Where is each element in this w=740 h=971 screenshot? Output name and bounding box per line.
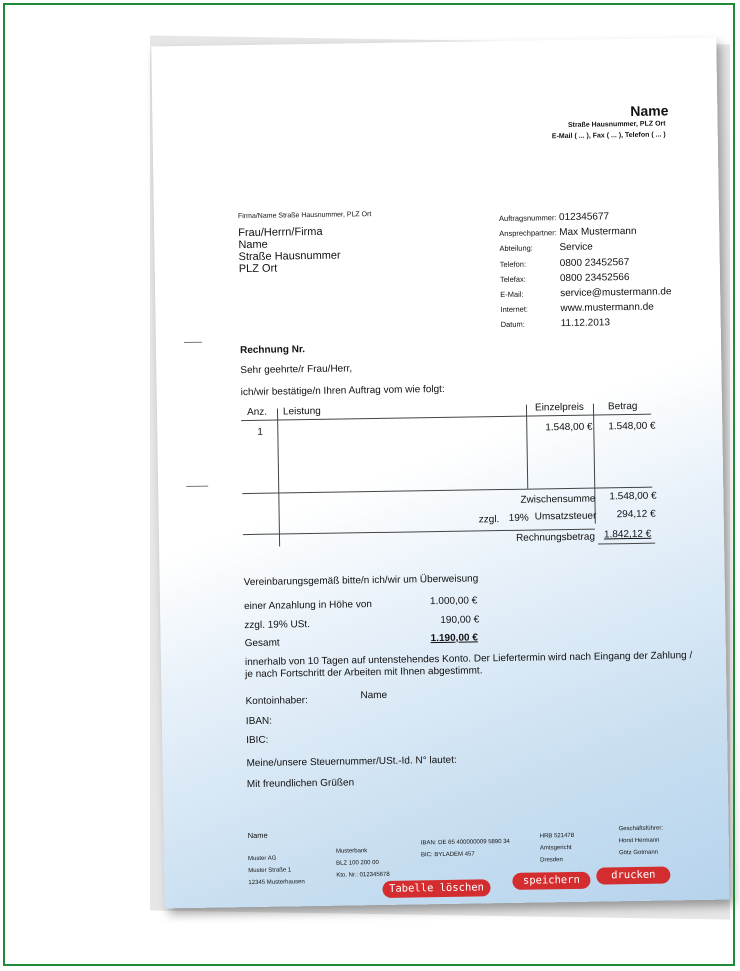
- meta-label: Telefax:: [499, 274, 526, 284]
- print-button[interactable]: drucken: [596, 866, 670, 884]
- footer-line: Muster AG: [247, 855, 277, 863]
- table-cell-amount: 1.548,00 €: [608, 420, 656, 433]
- footer-line: HRB 521478: [539, 832, 575, 840]
- footer-line: IBAN: DE 65 400000009 5890 34: [420, 838, 510, 847]
- recipient-line: Straße Hausnummer: [238, 249, 341, 264]
- footer-line: Geschäftsführer:: [618, 825, 664, 833]
- table-divider: [526, 405, 528, 489]
- meta-value: Service: [559, 242, 593, 254]
- meta-label: Telefon:: [499, 259, 527, 269]
- footer-line: 12345 Musterhausen: [248, 879, 305, 887]
- letterhead-contact: E-Mail ( ... ), Fax ( ... ), Telefon ( ... ): [551, 131, 666, 141]
- meta-label: Auftragsnummer:: [498, 213, 557, 224]
- deposit-value: 1.000,00 €: [429, 595, 478, 608]
- subtotal-label: Zwischensumme: [520, 493, 596, 506]
- save-button[interactable]: speichern: [512, 872, 590, 890]
- meta-label: E-Mail:: [500, 289, 524, 300]
- meta-value: www.mustermann.de: [560, 301, 654, 315]
- meta-label: Ansprechpartner:: [499, 228, 557, 239]
- table-header-amount: Betrag: [607, 400, 638, 413]
- footer-name: Name: [247, 830, 268, 841]
- recipient-address: [238, 226, 341, 276]
- invoice-document: [151, 38, 729, 909]
- invoice-table: [241, 400, 657, 552]
- invoice-subject: Rechnung Nr.: [239, 344, 306, 357]
- footer-line: Amtsgericht: [539, 844, 572, 852]
- account-holder-label: Kontoinhaber:: [245, 695, 308, 708]
- tax-prefix: zzgl.: [478, 514, 500, 526]
- invoice-meta: [499, 208, 672, 332]
- meta-value: service@mustermann.de: [560, 286, 672, 300]
- iban-label: IBAN:: [245, 715, 273, 728]
- salutation: Sehr geehrte/r Frau/Herr,: [240, 363, 353, 377]
- clear-table-button[interactable]: Tabelle löschen: [382, 879, 490, 898]
- total-double-rule: [598, 543, 655, 545]
- total-label: Rechnungsbetrag: [515, 531, 596, 544]
- table-header-qty: Anz.: [246, 406, 268, 419]
- table-header-service: Leistung: [282, 405, 321, 418]
- footer-line: BLZ 100 200 00: [336, 860, 379, 867]
- subtotal-value: 1.548,00 €: [609, 490, 657, 503]
- table-cell-unit-price: 1.548,00 €: [545, 421, 593, 434]
- deposit-total-value: 1.190,00 €: [430, 632, 478, 645]
- tax-rate: 19%: [508, 512, 529, 524]
- footer-line: BIC: BYLADEM 457: [420, 851, 475, 859]
- fold-mark: [184, 342, 202, 343]
- meta-label: Datum:: [500, 320, 525, 330]
- table-cell-qty: 1: [257, 426, 263, 438]
- meta-value: 11.12.2013: [560, 317, 611, 330]
- footer-line: Horst Hermann: [618, 837, 660, 845]
- meta-label: Internet:: [500, 304, 529, 315]
- tax-value: 294,12 €: [616, 508, 656, 521]
- tax-label: Umsatzsteuer: [534, 510, 597, 523]
- closing-text: Mit freundlichen Grüßen: [246, 777, 355, 791]
- deposit-tax-label: zzgl. 19% USt.: [244, 619, 311, 632]
- tax-id-text: Meine/unsere Steuernummer/USt.-Id. N° lautet:: [246, 754, 457, 770]
- footer-register: [540, 830, 575, 867]
- table-divider: [593, 404, 596, 524]
- table-divider: [277, 409, 280, 547]
- footer-line: Götz Gotmann: [618, 849, 659, 857]
- intro-text: ich/wir bestätige/n Ihren Auftrag vom wie folgt:: [240, 383, 445, 399]
- meta-label: Abteilung:: [499, 243, 533, 254]
- fold-mark: [186, 486, 208, 487]
- footer-company: [248, 852, 305, 889]
- footer-line: Muster Straße 1: [248, 867, 292, 875]
- payment-note-line: je nach Fortschritt der Arbeiten mit Ihnen abgestimmt.: [245, 665, 483, 681]
- meta-value: 0800 23452567: [559, 256, 630, 269]
- footer-bank: [336, 845, 390, 882]
- table-header-unit-price: Einzelpreis: [534, 401, 584, 414]
- payment-note-line: innerhalb von 10 Tagen auf untenstehendes Konto. Der Liefertermin wird nach Eingang der Zahlung /: [244, 650, 693, 669]
- footer-iban: [421, 836, 510, 861]
- meta-value: Max Mustermann: [559, 226, 637, 239]
- letterhead-name: Name: [630, 102, 669, 119]
- recipient-line: PLZ Ort: [238, 262, 278, 276]
- account-holder-value: Name: [360, 689, 388, 702]
- meta-row: [501, 315, 673, 333]
- meta-value: 0800 23452566: [559, 271, 630, 284]
- bic-label: IBIC:: [246, 734, 269, 747]
- total-value: 1.842,12 €: [603, 528, 652, 541]
- sender-line: Firma/Name Straße Hausnummer, PLZ Ort: [237, 211, 372, 221]
- meta-value: 012345677: [558, 211, 610, 224]
- footer-line: Kto. Nr.: 012345678: [336, 871, 390, 879]
- deposit-tax-value: 190,00 €: [440, 614, 480, 627]
- footer-management: [619, 823, 664, 860]
- footer-line: Dresden: [540, 857, 563, 864]
- agreement-text: Vereinbarungsgemäß bitte/n ich/wir um Überweisung: [243, 573, 479, 589]
- recipient-line: Name: [238, 238, 268, 252]
- recipient-line: Frau/Herrn/Firma: [238, 225, 323, 240]
- deposit-label: einer Anzahlung in Höhe von: [243, 599, 373, 613]
- letterhead-address: Straße Hausnummer, PLZ Ort: [567, 120, 666, 129]
- deposit-total-label: Gesamt: [244, 637, 280, 650]
- footer-line: Musterbank: [335, 848, 368, 855]
